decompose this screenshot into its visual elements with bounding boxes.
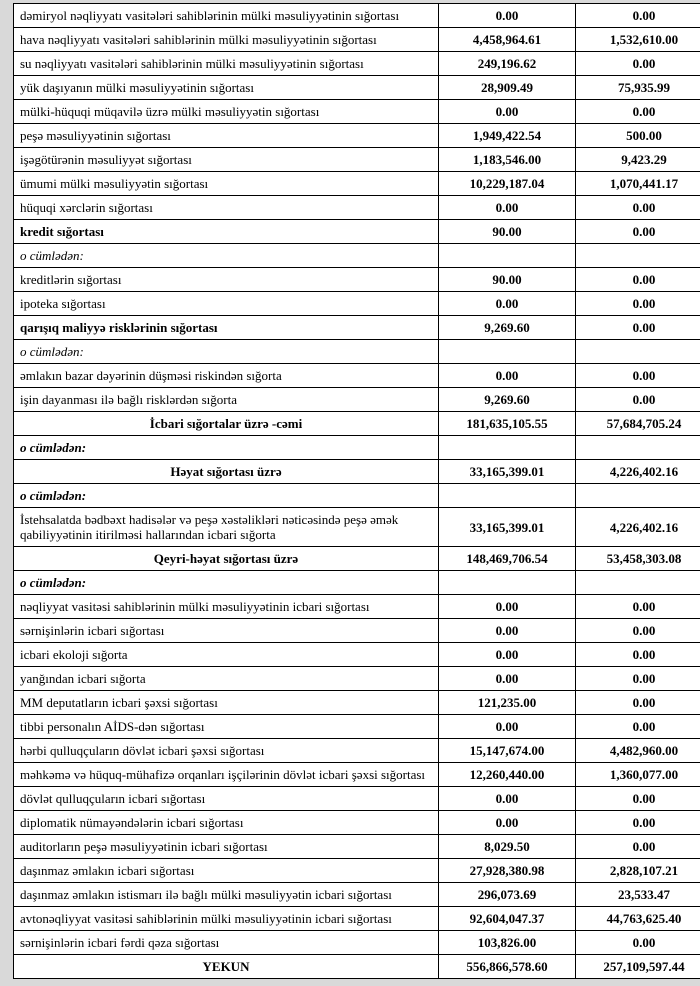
value-cell-2 — [576, 484, 700, 508]
value-cell-2: 500.00 — [576, 124, 700, 148]
value-cell-1: 0.00 — [439, 811, 576, 835]
table-row — [14, 787, 700, 811]
row-label-cell: daşınmaz əmlakın istismarı ilə bağlı mülki məsuliyyətin icbari sığortası — [14, 883, 439, 907]
row-label-cell: sərnişinlərin icbari fərdi qəza sığortası — [14, 931, 439, 955]
table-row — [14, 739, 700, 763]
insurance-premiums-table — [13, 3, 700, 979]
document-page — [0, 3, 700, 986]
value-cell-1: 148,469,706.54 — [439, 547, 576, 571]
value-cell-2: 0.00 — [576, 835, 700, 859]
section-label-cell: Qeyri-həyat sığortası üzrə — [14, 547, 439, 571]
value-cell-1 — [439, 436, 576, 460]
table-row — [14, 52, 700, 76]
table-row — [14, 244, 700, 268]
value-cell-1: 1,949,422.54 — [439, 124, 576, 148]
value-cell-1: 12,260,440.00 — [439, 763, 576, 787]
row-label-cell: ümumi mülki məsuliyyətin sığortası — [14, 172, 439, 196]
table-row — [14, 859, 700, 883]
value-cell-2: 44,763,625.40 — [576, 907, 700, 931]
section-label-cell: Həyat sığortası üzrə — [14, 460, 439, 484]
value-cell-2: 0.00 — [576, 595, 700, 619]
value-cell-1: 28,909.49 — [439, 76, 576, 100]
value-cell-2: 4,482,960.00 — [576, 739, 700, 763]
value-cell-2: 0.00 — [576, 268, 700, 292]
table-row — [14, 667, 700, 691]
value-cell-1: 103,826.00 — [439, 931, 576, 955]
row-label-cell: mülki-hüquqi müqavilə üzrə mülki məsuliyyətin sığortası — [14, 100, 439, 124]
table-row — [14, 340, 700, 364]
table-row — [14, 4, 700, 28]
value-cell-2: 1,360,077.00 — [576, 763, 700, 787]
table-row — [14, 508, 700, 547]
value-cell-2: 75,935.99 — [576, 76, 700, 100]
table-row — [14, 220, 700, 244]
value-cell-1 — [439, 340, 576, 364]
value-cell-2: 0.00 — [576, 667, 700, 691]
row-label-cell: sərnişinlərin icbari sığortası — [14, 619, 439, 643]
row-label-cell: tibbi personalın AİDS-dən sığortası — [14, 715, 439, 739]
table-row — [14, 955, 700, 979]
value-cell-2 — [576, 244, 700, 268]
value-cell-2: 0.00 — [576, 52, 700, 76]
table-row — [14, 172, 700, 196]
value-cell-2: 53,458,303.08 — [576, 547, 700, 571]
row-label-cell: o cümlədən: — [14, 340, 439, 364]
row-label-cell: əmlakın bazar dəyərinin düşməsi riskindən sığorta — [14, 364, 439, 388]
value-cell-1 — [439, 484, 576, 508]
value-cell-1: 0.00 — [439, 100, 576, 124]
value-cell-1: 0.00 — [439, 4, 576, 28]
row-label-cell: peşə məsuliyyətinin sığortası — [14, 124, 439, 148]
row-label-cell: dövlət qulluqçuların icbari sığortası — [14, 787, 439, 811]
table-row — [14, 835, 700, 859]
row-label-cell: o cümlədən: — [14, 244, 439, 268]
value-cell-2 — [576, 571, 700, 595]
value-cell-1: 33,165,399.01 — [439, 460, 576, 484]
table-row — [14, 268, 700, 292]
table-row — [14, 124, 700, 148]
value-cell-1: 556,866,578.60 — [439, 955, 576, 979]
insurance-table-body — [14, 4, 700, 979]
value-cell-2 — [576, 436, 700, 460]
value-cell-1: 90.00 — [439, 220, 576, 244]
row-label-cell: auditorların peşə məsuliyyətinin icbari sığortası — [14, 835, 439, 859]
table-row — [14, 715, 700, 739]
value-cell-1 — [439, 571, 576, 595]
value-cell-2: 0.00 — [576, 364, 700, 388]
value-cell-2: 257,109,597.44 — [576, 955, 700, 979]
section-label-cell: YEKUN — [14, 955, 439, 979]
value-cell-2: 9,423.29 — [576, 148, 700, 172]
value-cell-1: 0.00 — [439, 196, 576, 220]
row-label-cell: o cümlədən: — [14, 571, 439, 595]
table-row — [14, 619, 700, 643]
row-label-cell: hüquqi xərclərin sığortası — [14, 196, 439, 220]
value-cell-1: 0.00 — [439, 595, 576, 619]
row-label-cell: avtonəqliyyat vasitəsi sahiblərinin mülki məsuliyyətinin icbari sığortası — [14, 907, 439, 931]
value-cell-2: 0.00 — [576, 643, 700, 667]
row-label-cell: kredit sığortası — [14, 220, 439, 244]
table-row — [14, 484, 700, 508]
table-row — [14, 595, 700, 619]
value-cell-2: 4,226,402.16 — [576, 508, 700, 547]
value-cell-1: 90.00 — [439, 268, 576, 292]
value-cell-1: 10,229,187.04 — [439, 172, 576, 196]
value-cell-2: 57,684,705.24 — [576, 412, 700, 436]
row-label-cell: məhkəmə və hüquq-mühafizə orqanları işçilərinin dövlət icbari şəxsi sığortası — [14, 763, 439, 787]
value-cell-1: 0.00 — [439, 292, 576, 316]
value-cell-1: 249,196.62 — [439, 52, 576, 76]
value-cell-2: 0.00 — [576, 220, 700, 244]
value-cell-2: 23,533.47 — [576, 883, 700, 907]
table-row — [14, 931, 700, 955]
row-label-cell: diplomatik nümayəndələrin icbari sığortası — [14, 811, 439, 835]
table-row — [14, 691, 700, 715]
row-label-cell: daşınmaz əmlakın icbari sığortası — [14, 859, 439, 883]
value-cell-2: 0.00 — [576, 787, 700, 811]
value-cell-1: 0.00 — [439, 667, 576, 691]
value-cell-1: 15,147,674.00 — [439, 739, 576, 763]
table-row — [14, 100, 700, 124]
value-cell-1: 0.00 — [439, 643, 576, 667]
table-row — [14, 364, 700, 388]
value-cell-1: 8,029.50 — [439, 835, 576, 859]
value-cell-1: 0.00 — [439, 787, 576, 811]
table-row — [14, 412, 700, 436]
table-row — [14, 547, 700, 571]
value-cell-1: 33,165,399.01 — [439, 508, 576, 547]
table-row — [14, 811, 700, 835]
row-label-cell: hərbi qulluqçuların dövlət icbari şəxsi sığortası — [14, 739, 439, 763]
value-cell-2: 0.00 — [576, 931, 700, 955]
value-cell-2: 0.00 — [576, 715, 700, 739]
table-row — [14, 571, 700, 595]
table-row — [14, 292, 700, 316]
row-label-cell: o cümlədən: — [14, 484, 439, 508]
row-label-cell: işin dayanması ilə bağlı risklərdən sığorta — [14, 388, 439, 412]
row-label-cell: İstehsalatda bədbəxt hadisələr və peşə xəstəlikləri nəticəsində peşə əmək qabiliyyətinin itirilməsi hallarından icbari sığorta — [14, 508, 439, 547]
value-cell-1: 0.00 — [439, 715, 576, 739]
section-label-cell: İcbari sığortalar üzrə -cəmi — [14, 412, 439, 436]
value-cell-1 — [439, 244, 576, 268]
value-cell-1: 92,604,047.37 — [439, 907, 576, 931]
value-cell-2: 0.00 — [576, 4, 700, 28]
value-cell-1: 9,269.60 — [439, 316, 576, 340]
table-row — [14, 883, 700, 907]
row-label-cell: işəgötürənin məsuliyyət sığortası — [14, 148, 439, 172]
value-cell-2: 1,070,441.17 — [576, 172, 700, 196]
value-cell-2: 0.00 — [576, 316, 700, 340]
table-row — [14, 316, 700, 340]
value-cell-1: 0.00 — [439, 619, 576, 643]
value-cell-2 — [576, 340, 700, 364]
value-cell-1: 1,183,546.00 — [439, 148, 576, 172]
table-row — [14, 388, 700, 412]
value-cell-2: 2,828,107.21 — [576, 859, 700, 883]
table-row — [14, 148, 700, 172]
row-label-cell: yanğından icbari sığorta — [14, 667, 439, 691]
row-label-cell: ipoteka sığortası — [14, 292, 439, 316]
value-cell-2: 0.00 — [576, 388, 700, 412]
value-cell-1: 181,635,105.55 — [439, 412, 576, 436]
value-cell-1: 9,269.60 — [439, 388, 576, 412]
table-row — [14, 907, 700, 931]
value-cell-2: 4,226,402.16 — [576, 460, 700, 484]
table-row — [14, 436, 700, 460]
table-row — [14, 643, 700, 667]
table-row — [14, 460, 700, 484]
row-label-cell: dəmiryol nəqliyyatı vasitələri sahiblərinin mülki məsuliyyətinin sığortası — [14, 4, 439, 28]
row-label-cell: MM deputatların icbari şəxsi sığortası — [14, 691, 439, 715]
value-cell-1: 0.00 — [439, 364, 576, 388]
value-cell-2: 0.00 — [576, 100, 700, 124]
value-cell-1: 296,073.69 — [439, 883, 576, 907]
row-label-cell: qarışıq maliyyə risklərinin sığortası — [14, 316, 439, 340]
value-cell-1: 4,458,964.61 — [439, 28, 576, 52]
value-cell-2: 0.00 — [576, 196, 700, 220]
table-row — [14, 196, 700, 220]
value-cell-1: 27,928,380.98 — [439, 859, 576, 883]
row-label-cell: icbari ekoloji sığorta — [14, 643, 439, 667]
value-cell-1: 121,235.00 — [439, 691, 576, 715]
row-label-cell: hava nəqliyyatı vasitələri sahiblərinin mülki məsuliyyətinin sığortası — [14, 28, 439, 52]
table-row — [14, 763, 700, 787]
table-row — [14, 28, 700, 52]
value-cell-2: 0.00 — [576, 292, 700, 316]
row-label-cell: kreditlərin sığortası — [14, 268, 439, 292]
value-cell-2: 1,532,610.00 — [576, 28, 700, 52]
table-row — [14, 76, 700, 100]
value-cell-2: 0.00 — [576, 619, 700, 643]
row-label-cell: o cümlədən: — [14, 436, 439, 460]
row-label-cell: nəqliyyat vasitəsi sahiblərinin mülki məsuliyyətinin icbari sığortası — [14, 595, 439, 619]
row-label-cell: su nəqliyyatı vasitələri sahiblərinin mülki məsuliyyətinin sığortası — [14, 52, 439, 76]
value-cell-2: 0.00 — [576, 691, 700, 715]
row-label-cell: yük daşıyanın mülki məsuliyyətinin sığortası — [14, 76, 439, 100]
value-cell-2: 0.00 — [576, 811, 700, 835]
